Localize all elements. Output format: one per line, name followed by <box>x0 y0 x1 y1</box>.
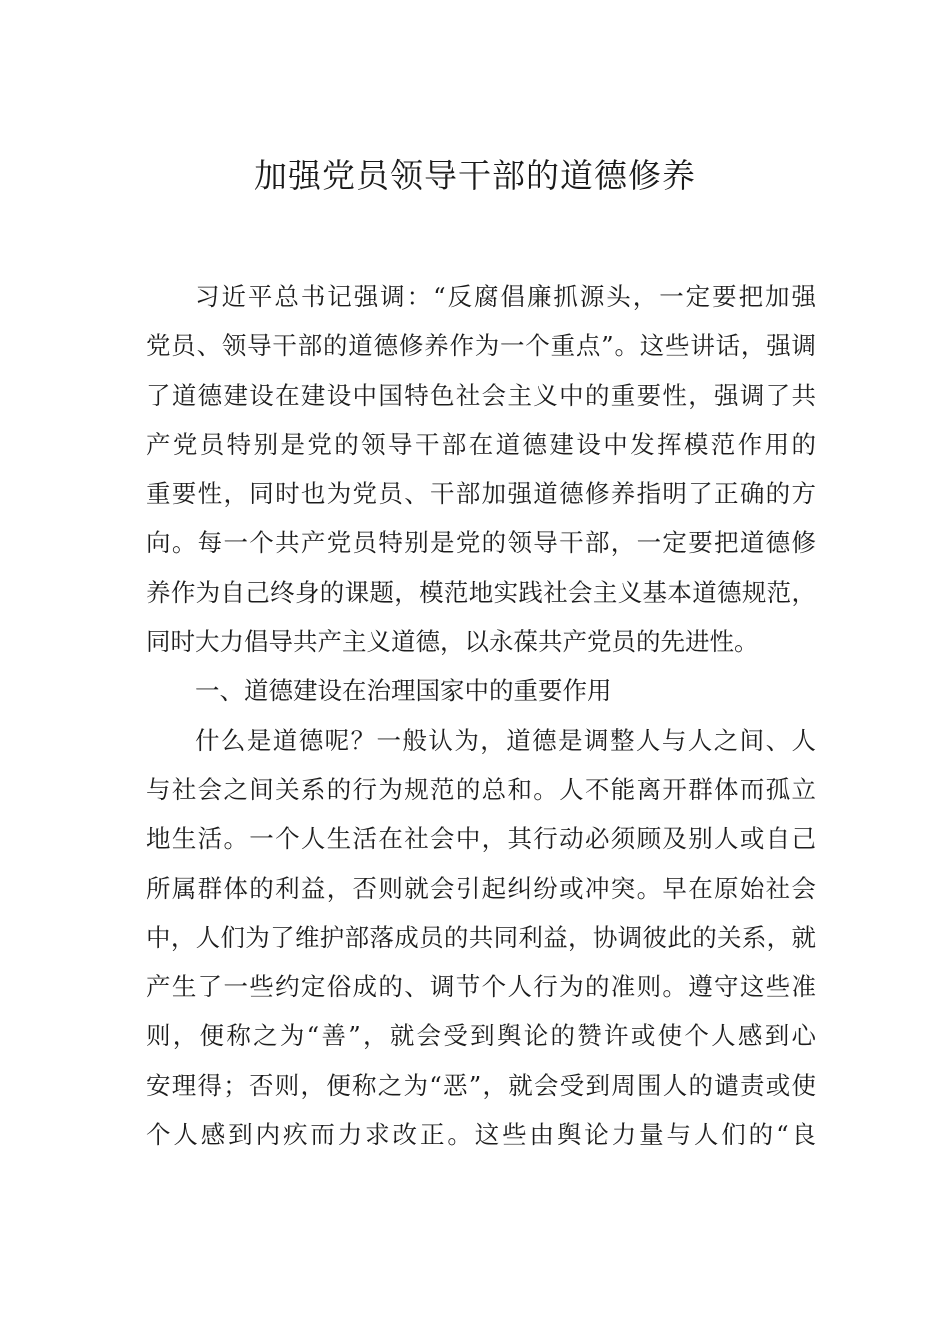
body-line: 则，便称之为“善”，就会受到舆论的赞许或使个人感到心 <box>146 1021 816 1051</box>
body-line: 什么是道德呢？一般认为，道德是调整人与人之间、人 <box>195 725 816 755</box>
body-line: 重要性，同时也为党员、干部加强道德修养指明了正确的方 <box>146 479 816 509</box>
body-line: 向。每一个共产党员特别是党的领导干部，一定要把道德修 <box>146 528 816 558</box>
body-line: 个人感到内疚而力求改正。这些由舆论力量与人们的“良 <box>146 1120 816 1150</box>
body-line: 与社会之间关系的行为规范的总和。人不能离开群体而孤立 <box>146 774 816 804</box>
body-line: 一、道德建设在治理国家中的重要作用 <box>195 676 612 706</box>
body-line: 所属群体的利益，否则就会引起纠纷或冲突。早在原始社会 <box>146 873 816 903</box>
body-line: 了道德建设在建设中国特色社会主义中的重要性，强调了共 <box>146 380 816 410</box>
body-line: 养作为自己终身的课题，模范地实践社会主义基本道德规范， <box>146 577 816 607</box>
body-line: 党员、领导干部的道德修养作为一个重点”。这些讲话，强调 <box>146 331 816 361</box>
body-line: 产党员特别是党的领导干部在道德建设中发挥模范作用的 <box>146 429 816 459</box>
document-title: 加强党员领导干部的道德修养 <box>254 156 696 195</box>
body-line: 中，人们为了维护部落成员的共同利益，协调彼此的关系，就 <box>146 922 816 952</box>
body-line: 安理得；否则，便称之为“恶”，就会受到周围人的谴责或使 <box>146 1070 816 1100</box>
body-line: 地生活。一个人生活在社会中，其行动必须顾及别人或自己 <box>146 824 816 854</box>
body-line: 产生了一些约定俗成的、调节个人行为的准则。遵守这些准 <box>146 972 816 1002</box>
body-line: 习近平总书记强调：“反腐倡廉抓源头，一定要把加强 <box>195 282 816 311</box>
document-body <box>146 272 816 1159</box>
body-line: 同时大力倡导共产主义道德，以永葆共产党员的先进性。 <box>146 627 759 657</box>
